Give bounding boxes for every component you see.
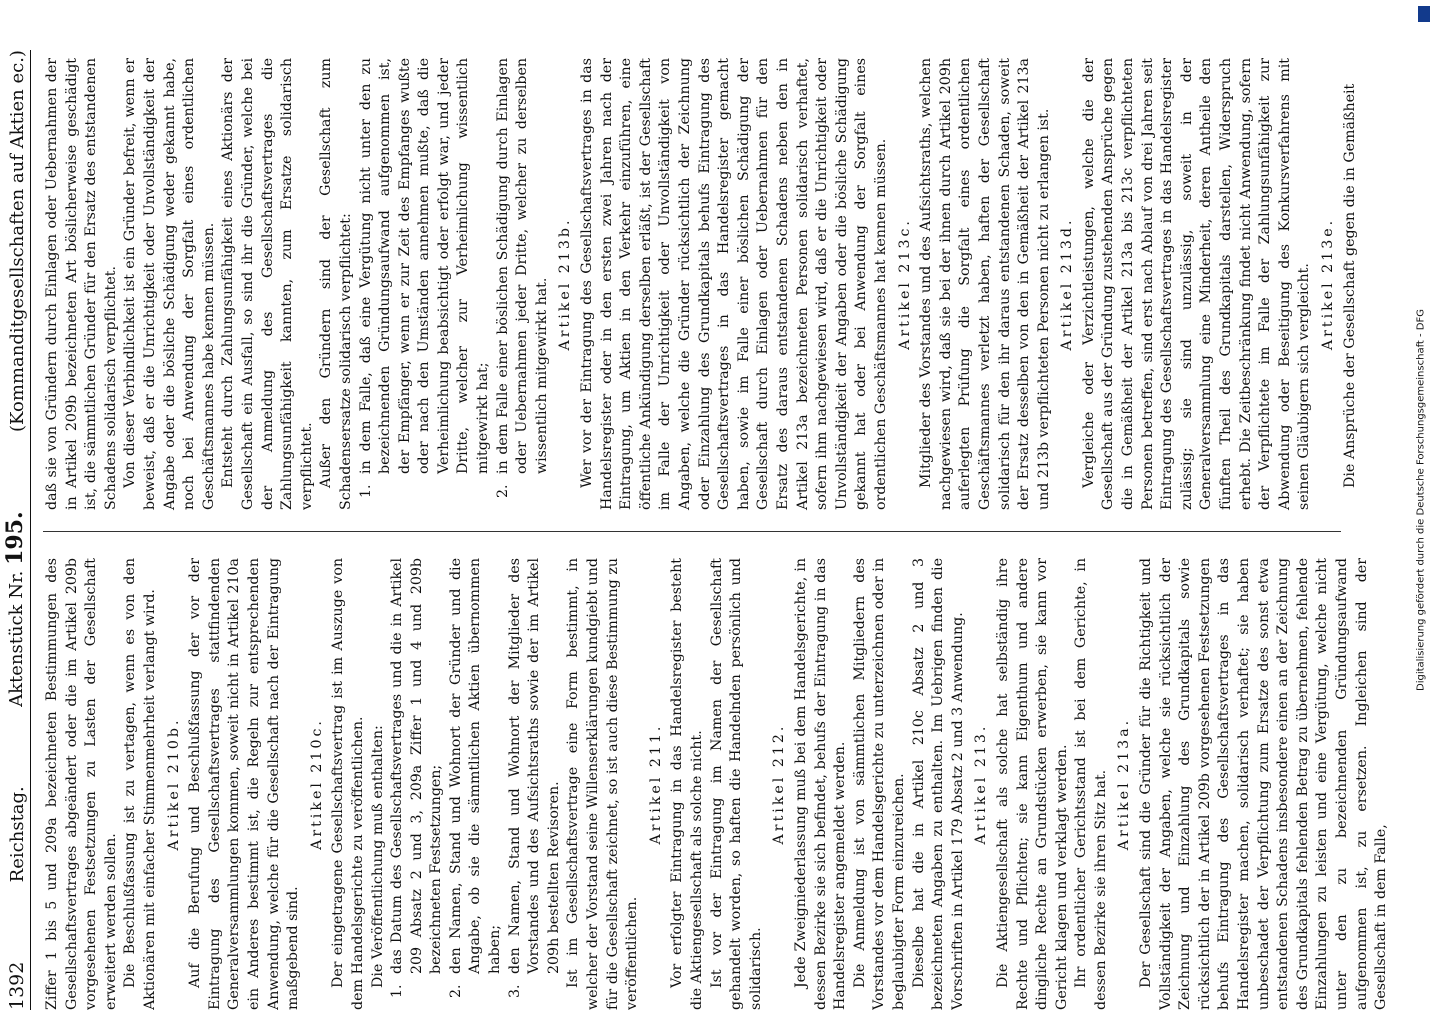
list-text: in dem Falle, daß eine Vergütung nicht unter den zu bezeichnenden Gründungsaufwand aufgenommen ist, der Empfänger, wenn er zur Zeit des Empfanges wußte oder nach den Umständen annehmen mußte, daß die Verheimlichung beabsichtigt oder erfolgt war, und jeder Dritte, welcher zur Verheimlichung wissentlich mitgewirkt hat; [357, 58, 492, 474]
paragraph: Vergleiche oder Verzichtleistungen, welche die der Gesellschaft aus der Gründung zustehenden Ansprüche gegen die in Gemäßheit der Artikel 213a bis 213c verpflichteten Personen betreffen, sind erst nach Ablauf von drei Jahren seit Eintragung des Gesellschaftsvertrages in das Handelsregister zulässig; sie sind unzulässig, soweit in der Generalversammlung eine Minderheit, deren Antheile den fünften Theil des Grundkapitals darstellen, Widerspruch erhebt. Die Zeitbeschränkung findet nicht Anwendung, sofern der Verpflichtete im Falle der Zahlungsunfähigkeit zur Abwendung oder Beseitigung des Konkursverfahrens mit seinen Gläubigern sich vergleicht. [1080, 58, 1313, 510]
right-text-column [43, 58, 1358, 510]
paragraph: Ziffer 1 bis 5 und 209a bezeichneten Bestimmungen des Gesellschaftsvertrages abgeändert oder die im Artikel 209b vorgesehenen Festsetzungen zu Lasten der Gesellschaft erweitert werden sollen. [44, 558, 119, 1010]
paragraph: Die Beschlußfassung ist zu vertagen, wenn es von den Aktionären mit einfacher Stimmenmehrheit verlangt wird. [122, 558, 158, 1010]
left-text-column [43, 558, 1390, 1010]
article-heading: Artikel 210b. [165, 717, 182, 851]
article-heading: Artikel 210c. [308, 718, 325, 850]
dfg-logo-icon [1418, 6, 1430, 22]
paragraph: Die Veröffentlichung muß enthalten: [369, 725, 386, 988]
list-number: 3. [506, 984, 523, 998]
paragraph: Dieselbe hat die in Artikel 210c Absatz 2 und 3 bezeichneten Angaben zu enthalten. Im Uebrigen finden die Vorschriften in Artikel 179 Absatz 2 und 3 Anwendung. [910, 558, 966, 1010]
paragraph: Vor erfolgter Eintragung in das Handelsregister besteht die Aktiengesellschaft als solche nicht. [669, 558, 705, 1010]
article-heading: Artikel 213d. [1059, 217, 1076, 351]
list-number: 2. [494, 484, 511, 498]
list-item [494, 58, 553, 510]
rotated-page-content [1, 50, 1390, 1010]
paragraph: daß sie von Gründern durch Einlagen oder Uebernahmen der in Artikel 209b bezeichneten Art böslicherweise geschädigt ist, die sämmtlichen Gründer für den Ersatz des entstandenen Schadens solidarisch verpflichtet. [44, 58, 119, 510]
page-header [1, 50, 31, 1010]
list-number: 1. [389, 984, 406, 998]
paragraph: Ihr ordentlicher Gerichtsstand ist bei dem Gerichte, in dessen Bezirke sie ihren Sitz hat. [1073, 558, 1109, 1010]
paragraph: Die Aktiengesellschaft als solche hat selbständig ihre Rechte und Pflichten; sie kann Eigenthum und andere dingliche Rechte an Grundstücken erwerben, sie kann vor Gericht klagen und verklagt werden. [994, 558, 1070, 1010]
paragraph: Wer vor der Eintragung des Gesellschaftsvertrages in das Handelsregister oder in den ersten zwei Jahren nach der Eintragung, um Aktien in den Verkehr einzuführen, eine öffentliche Ankündigung derselben erläßt, ist der Gesellschaft im Falle der Unrichtigkeit oder Unvollständigkeit von Angaben, welche die Gründer rücksichtlich der Zeichnung oder Einzahlung des Grundkapitals behufs Eintragung des Gesellschaftsvertrages in das Handelsregister gemacht haben, sowie im Falle einer böslichen Schädigung der Gesellschaft durch Einlagen oder Uebernahmen für den Ersatz des daraus entstandenen Schadens neben den in Artikel 213a bezeichneten Personen solidarisch verhaftet, sofern ihm nachgewiesen wird, daß er die Unrichtigkeit oder Unvollständigkeit der Angaben oder die bösliche Schädigung gekannt hat oder bei Anwendung der Sorgfalt eines ordentlichen Geschäftsmannes hat kennen müssen. [579, 58, 889, 510]
list-text: das Datum des Gesellschaftsvertrages und die in Artikel 209 Absatz 2 und 3, 209a Ziffer 1 und 4 und 209b bezeichneten Festsetzungen; [389, 558, 445, 974]
list-item [357, 58, 494, 510]
paragraph: Die Ansprüche der Gesellschaft gegen die in Gemäßheit [1341, 83, 1358, 488]
paragraph: Außer den Gründern sind der Gesellschaft zum Schadensersatze solidarisch verpflichtet: [318, 58, 354, 510]
article-heading: Artikel 213. [973, 723, 990, 845]
paragraph: Auf die Berufung und Beschlußfassung der vor der Eintragung des Gesellschaftsvertrages stattfindenden Generalversammlungen kommen, soweit nicht in Artikel 210a ein Anderes bestimmt ist, die Regeln zur entsprechenden Anwendung, welche für die Gesellschaft nach der Eintragung maßgebend sind. [187, 558, 302, 1010]
header-right-title: (Kommanditgesellschaften auf Aktien ec.) [7, 50, 28, 432]
list-text: in dem Falle einer böslichen Schädigung durch Einlagen oder Uebernahmen jeder Dritte, welcher zu derselben wissentlich mitgewirkt hat. [494, 58, 550, 474]
column-divider [43, 531, 1341, 532]
list-item [447, 558, 506, 1010]
header-center-title [2, 511, 28, 707]
list-item [506, 558, 565, 1010]
list-item [388, 558, 447, 1010]
article-heading: Artikel 213a. [1116, 717, 1133, 851]
article-heading: Artikel 212. [771, 723, 788, 845]
list-text: den Namen, Stand und Wohnort der Gründer und die Angabe, ob sie die sämmtlichen Aktien übernommen haben; [447, 558, 504, 974]
paragraph: Der eingetragene Gesellschaftsvertrag ist im Auszuge von dem Handelsgerichte zu veröffentlichen. [330, 558, 366, 1010]
paragraph: Von dieser Verbindlichkeit ist ein Gründer befreit, wenn er beweist, daß er die Unrichtigkeit oder Unvollständigkeit der Angabe oder die bösliche Schädigung weder gekannt habe, noch bei Anwendung der Sorgfalt eines ordentlichen Geschäftsmannes habe kennen müssen. [122, 58, 217, 510]
list-number: 1. [357, 484, 374, 498]
list-number: 2. [447, 984, 464, 998]
paragraph: Ist im Gesellschaftsvertrage eine Form bestimmt, in welcher der Vorstand seine Willenserklärungen kundgiebt und für die Gesellschaft zeichnet, so ist auch diese Bestimmung zu veröffentlichen. [565, 558, 641, 1010]
list-text: den Namen, Stand und Wohnort der Mitglieder des Vorstandes und des Aufsichtsraths sowie der im Artikel 209h bestellten Revisoren. [506, 558, 562, 974]
paragraph: Entsteht durch Zahlungsunfähigkeit eines Aktionärs der Gesellschaft ein Ausfall, so sind ihr die Gründer, welche bei der Anmeldung des Gesellschaftsvertrages die Zahlungsunfähigkeit kannten, zum Ersatze solidarisch verpflichtet. [220, 58, 315, 510]
article-heading: Artikel 211. [647, 723, 664, 845]
paragraph: Ist vor der Eintragung im Namen der Gesellschaft gehandelt worden, so haften die Handelnden persönlich und solidarisch. [708, 558, 764, 1010]
article-heading: Artikel 213e. [1320, 217, 1336, 351]
article-heading: Artikel 213b. [557, 217, 574, 351]
digitization-credit: Digitalisierung gefördert durch die Deutsche Forschungsgemeinschaft - DFG [1415, 308, 1427, 692]
paragraph: Jede Zweigniederlassung muß bei dem Handelsgerichte, in dessen Bezirke sie sich befindet, behufs der Eintragung in das Handelsregister angemeldet werden. [792, 558, 849, 1010]
header-center-prefix: Aktenstück Nr. [6, 570, 27, 707]
paragraph: Der Gesellschaft sind die Gründer für die Richtigkeit und Vollständigkeit der Angaben, welche sie rücksichtlich der Zeichnung und Einzahlung des Grundkapitals sowie rücksichtlich der in Artikel 209b vorgesehenen Festsetzungen behufs Eintragung des Gesellschaftsvertrages in das Handelsregister machen, solidarisch verhaftet; sie haben unbeschadet der Verpflichtung zum Ersatze des sonst etwa entstandenen Schadens insbesondere einen an der Zeichnung des Grundkapitals fehlenden Betrag zu übernehmen, fehlende Einzahlungen zu leisten und eine Vergütung, welche nicht unter den zu bezeichnenden Gründungsaufwand aufgenommen ist, zu ersetzen. Ingleichen sind der Gesellschaft in dem Falle, [1138, 558, 1390, 1010]
page-number: 1392 [6, 961, 28, 1010]
header-left-title: Reichstag. [7, 786, 28, 883]
paragraph: Mitglieder des Vorstandes und des Aufsichtsraths, welchen nachgewiesen wird, daß sie bei der ihnen durch Artikel 209h auferlegten Prüfung die Sorgfalt eines ordentlichen Geschäftsmannes verletzt haben, haften der Gesellschaft solidarisch für den ihr daraus entstandenen Schaden, soweit der Ersatz desselben von den in Gemäßheit der Artikel 213a und 213b verpflichteten Personen nicht zu erlangen ist. [918, 58, 1052, 510]
article-heading: Artikel 213c. [896, 218, 913, 350]
header-document-number: 195. [2, 511, 28, 565]
digitization-sidebar [1412, 0, 1430, 1000]
paragraph: Die Anmeldung ist von sämmtlichen Mitgliedern des Vorstandes vor dem Handelsgerichte zu unterzeichnen oder in beglaubigter Form einzureichen. [851, 558, 907, 1010]
